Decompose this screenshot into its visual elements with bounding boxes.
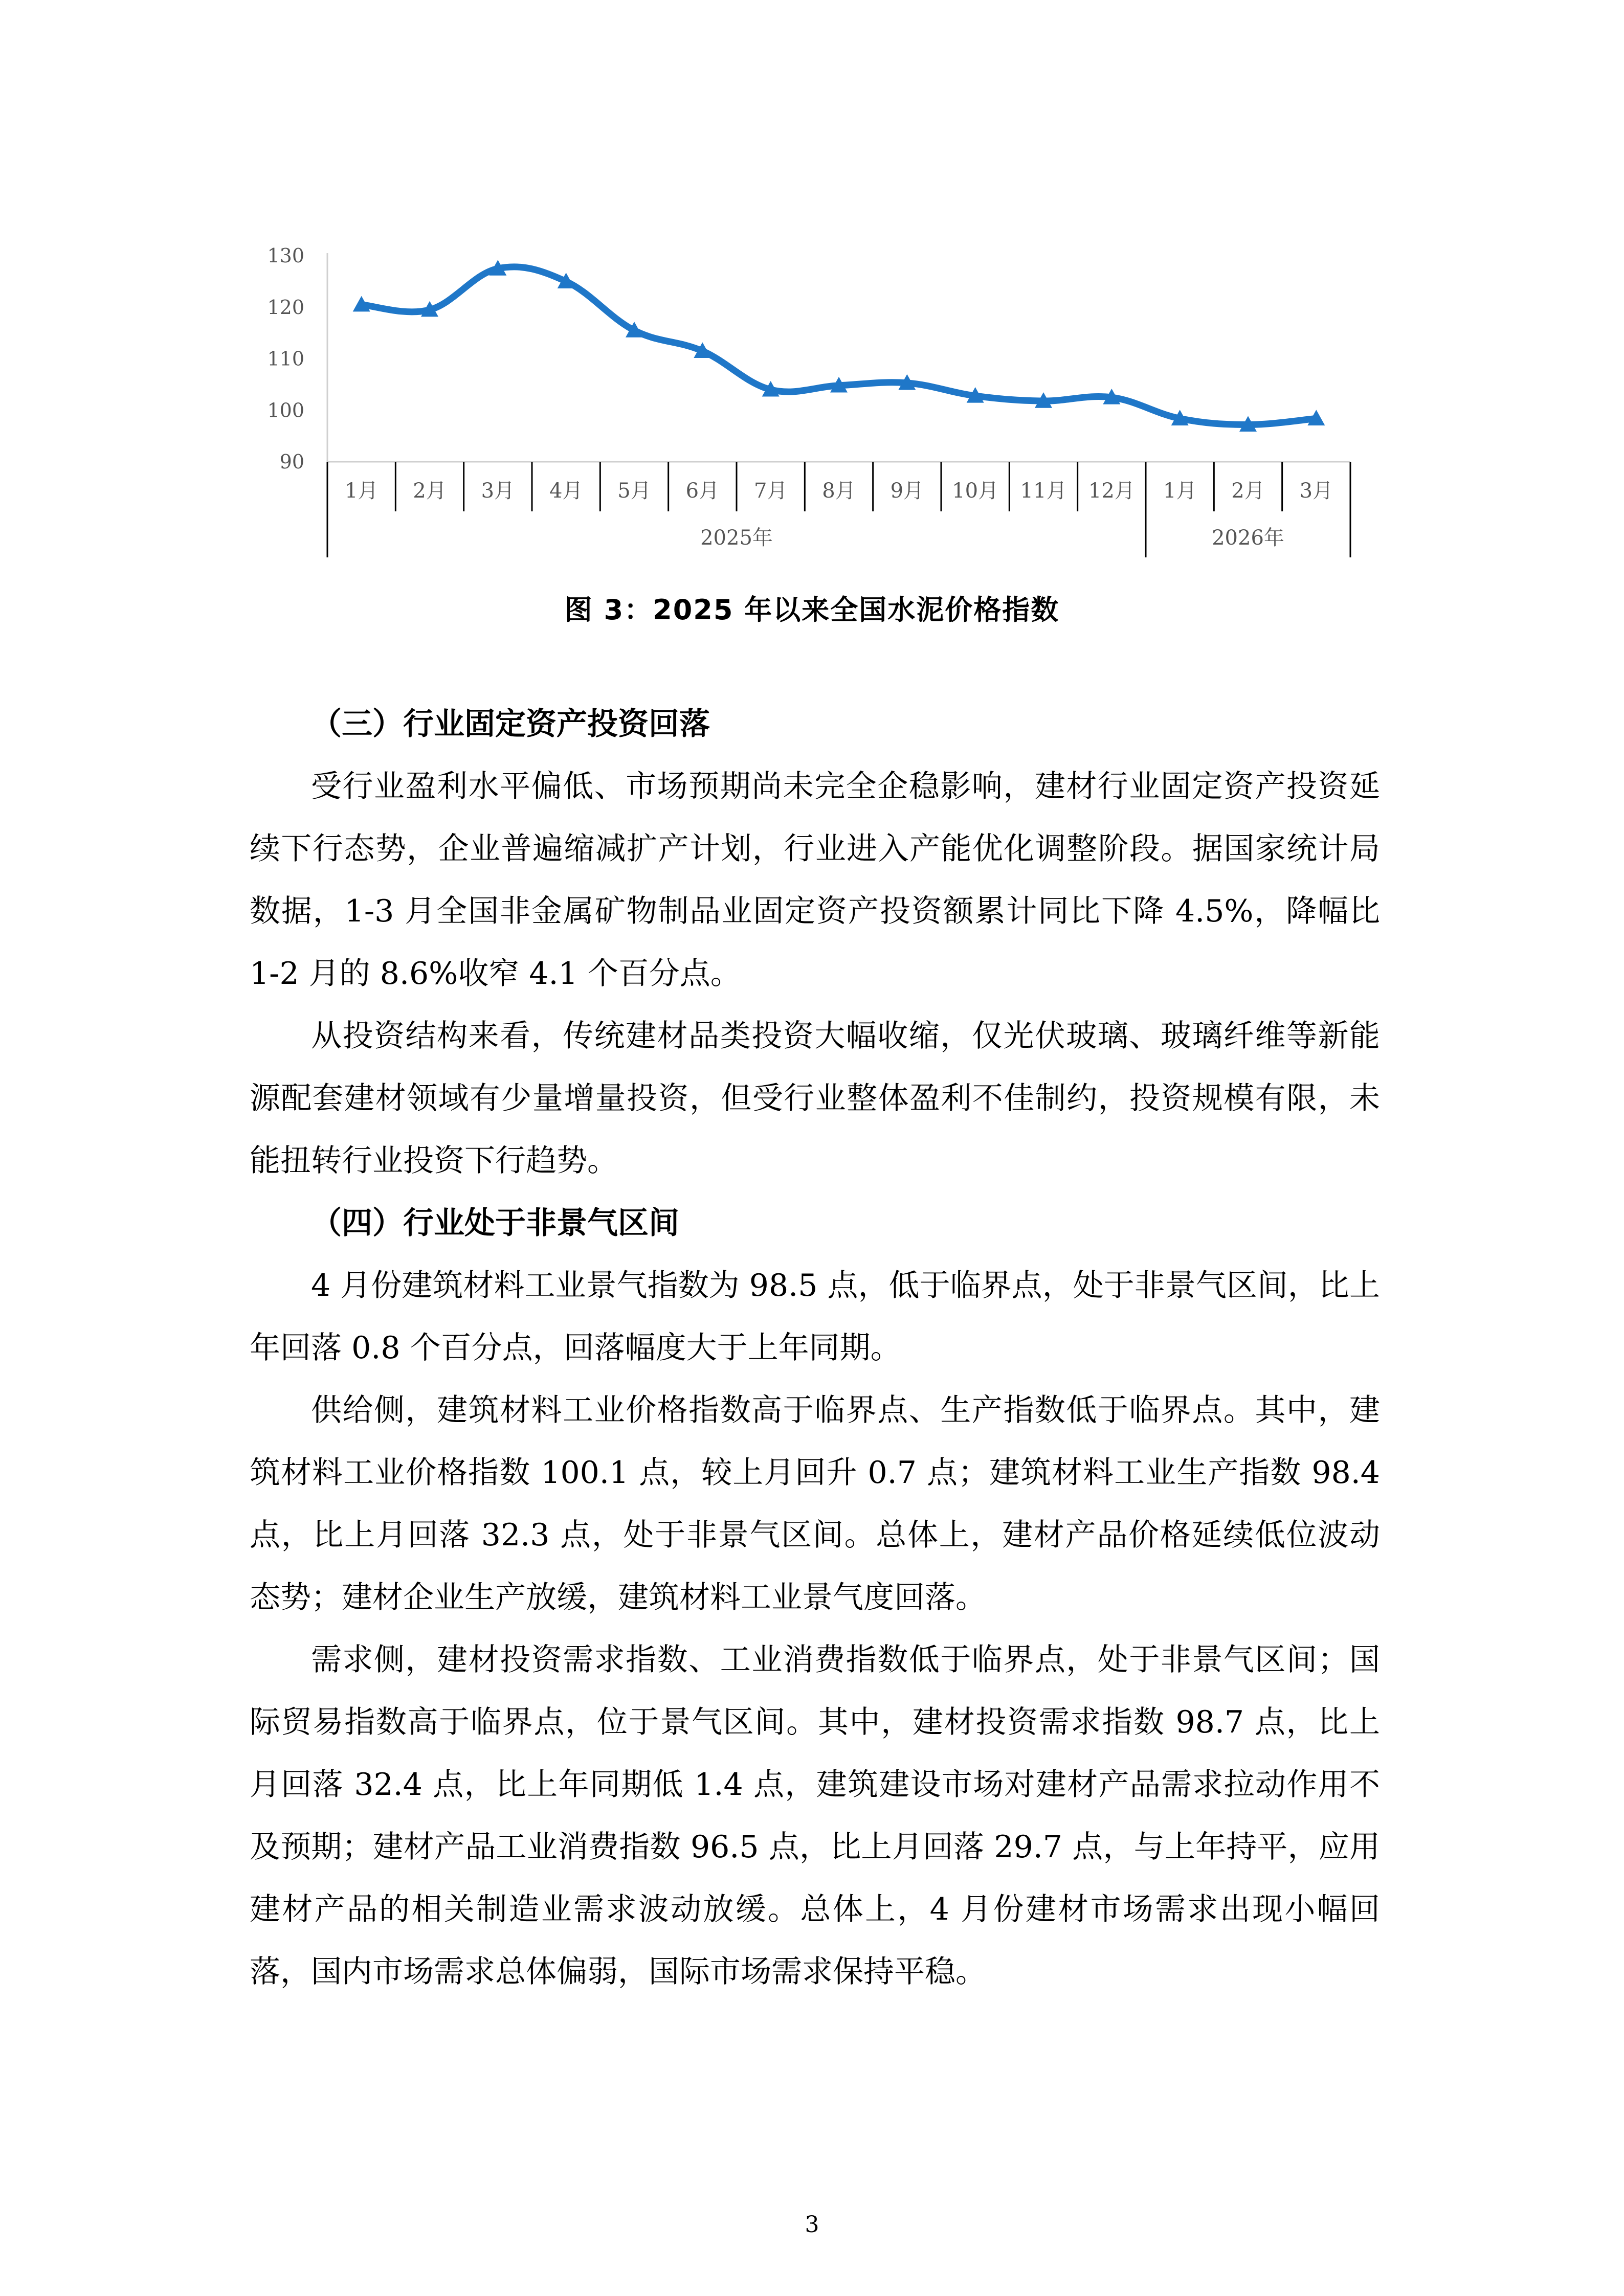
x-tick-label: 3月	[1299, 479, 1333, 503]
x-tick-label: 2月	[1231, 479, 1265, 503]
section-heading-investment: （三）行业固定资产投资回落	[311, 706, 710, 742]
body-text	[250, 693, 1380, 2003]
cement-price-index-chart	[0, 0, 1624, 573]
page-number: 3	[805, 2212, 819, 2238]
paragraph: 供给侧，建筑材料工业价格指数高于临界点、生产指数低于临界点。其中，建筑材料工业价格指数 100.1 点，较上月回升 0.7 点；建筑材料工业生产指数 98.4 点，比上月回落 32.3 点，处于非景气区间。总体上，建材产品价格延续低位波动态势；建材企业生产放缓，建筑材料工业景气度回落。	[250, 1392, 1380, 1615]
x-tick-label: 7月	[753, 479, 788, 503]
y-tick-label: 90	[279, 451, 304, 473]
y-tick-label: 130	[267, 244, 304, 267]
y-tick-label: 120	[267, 296, 304, 319]
paragraph: 受行业盈利水平偏低、市场预期尚未完全企稳影响，建材行业固定资产投资延续下行态势，企业普遍缩减扩产计划，行业进入产能优化调整阶段。据国家统计局数据，1-3 月全国非金属矿物制品业固定资产投资额累计同比下降 4.5%，降幅比 1-2 月的 8.6%收窄 4.1 个百分点。	[250, 769, 1380, 992]
paragraph: 需求侧，建材投资需求指数、工业消费指数低于临界点，处于非景气区间；国际贸易指数高于临界点，位于景气区间。其中，建材投资需求指数 98.7 点，比上月回落 32.4 点，比上年同期低 1.4 点，建筑建设市场对建材产品需求拉动作用不及预期；建材产品工业消费指数 96.5 点，比上月回落 29.7 点，与上年持平，应用建材产品的相关制造业需求波动放缓。总体上，4 月份建材市场需求出现小幅回落，国内市场需求总体偏弱，国际市场需求保持平稳。	[250, 1642, 1380, 1990]
x-tick-label: 4月	[549, 479, 583, 503]
x-tick-label: 11月	[1020, 479, 1067, 503]
y-tick-label: 100	[267, 399, 304, 422]
paragraph: 从投资结构来看，传统建材品类投资大幅收缩，仅光伏玻璃、玻璃纤维等新能源配套建材领域有少量增量投资，但受行业整体盈利不佳制约，投资规模有限，未能扭转行业投资下行趋势。	[250, 1018, 1380, 1179]
x-tick-label: 3月	[481, 479, 515, 503]
x-tick-label: 6月	[685, 479, 720, 503]
x-group-label: 2026年	[1212, 526, 1284, 550]
paragraph: 4 月份建筑材料工业景气指数为 98.5 点，低于临界点，处于非景气区间，比上年回落 0.8 个百分点，回落幅度大于上年同期。	[250, 1268, 1380, 1366]
x-tick-label: 12月	[1088, 479, 1135, 503]
x-tick-label: 2月	[413, 479, 447, 503]
section-heading-prosperity: （四）行业处于非景气区间	[311, 1205, 679, 1241]
x-tick-label: 8月	[822, 479, 856, 503]
x-tick-label: 1月	[1163, 479, 1197, 503]
x-tick-label: 5月	[617, 479, 651, 503]
y-tick-label: 110	[267, 347, 304, 370]
x-group-label: 2025年	[700, 526, 773, 550]
x-tick-label: 9月	[890, 479, 924, 503]
x-tick-label: 10月	[952, 479, 999, 503]
x-tick-label: 1月	[344, 479, 379, 503]
series-line	[362, 267, 1317, 425]
figure-caption: 图 3：2025 年以来全国水泥价格指数	[564, 594, 1060, 626]
